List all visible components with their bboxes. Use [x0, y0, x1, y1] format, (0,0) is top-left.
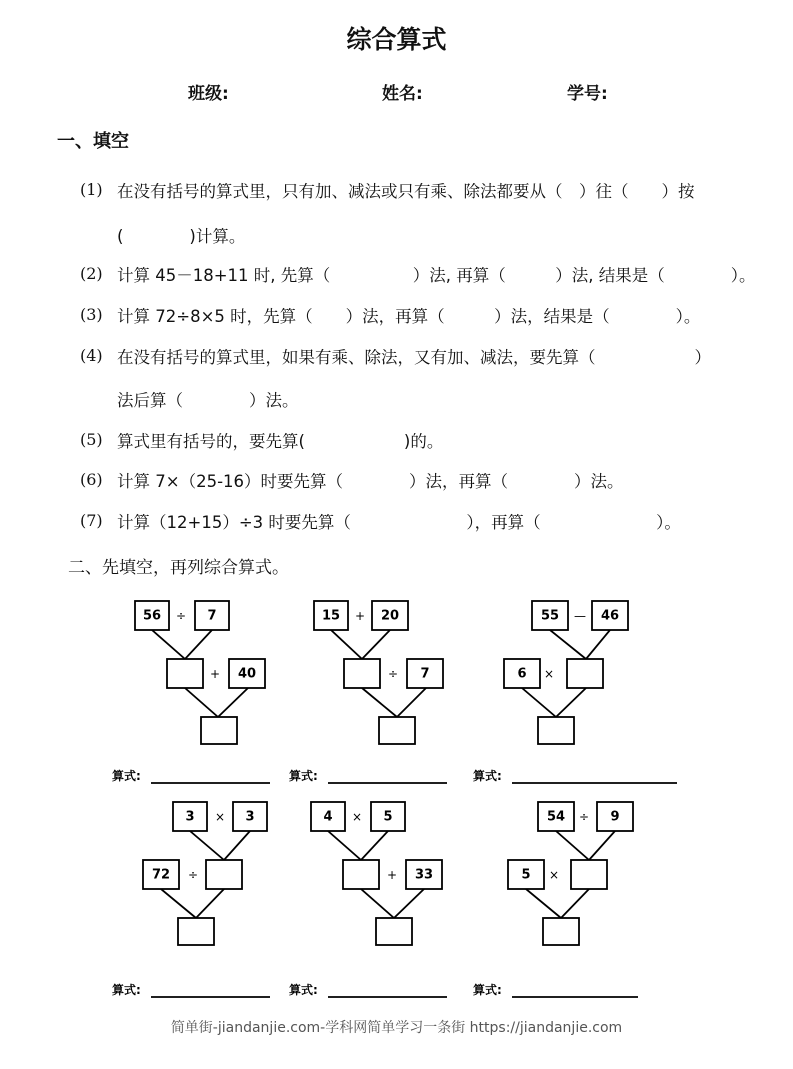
question-1-line-1: 在没有括号的算式里，只有加、减法或只有乘、除法都要从（ ）往（ ）按 [117, 182, 695, 201]
section2-heading: 二、先填空，再列综合算式。 [68, 558, 289, 578]
tree-5-operator-2: + [386, 868, 398, 882]
tree-1-number-a: 56 [142, 608, 162, 624]
question-4-line-1: 在没有括号的算式里，如果有乘、除法，又有加、减法，要先算（ ） [117, 348, 711, 367]
section1-heading: 一、填空 [57, 131, 129, 152]
question-3-line-1: 计算 72÷8×5 时，先算（ ）法，再算（ ）法，结果是（ ）。 [117, 307, 701, 326]
tree-6-operator-2: × [548, 868, 560, 882]
tree-3 [504, 601, 628, 744]
tree-1 [135, 601, 265, 744]
tree-4-operator-2: ÷ [187, 868, 199, 882]
tree-3-number-c: 6 [517, 666, 527, 682]
tree-4-number-b: 3 [245, 809, 255, 825]
tree-2-blank-box[interactable] [344, 659, 380, 688]
tree-6-number-c: 5 [521, 867, 531, 883]
tree-4-result-box[interactable] [178, 918, 214, 945]
question-number-5: (5) [80, 430, 103, 449]
tree-6-number-a: 54 [546, 809, 566, 825]
question-number-1: (1) [80, 180, 103, 199]
tree-3-operator-1: — [574, 609, 586, 623]
tree-5 [311, 802, 442, 945]
formula-label-1: 算式: [112, 769, 141, 783]
tree-4-operator-1: × [214, 810, 226, 824]
class-label: 班级: [188, 84, 229, 104]
tree-2-number-b: 20 [380, 608, 400, 624]
student-id-label: 学号: [567, 84, 608, 104]
tree-2-result-box[interactable] [379, 717, 415, 744]
question-number-3: (3) [80, 305, 103, 324]
tree-6-operator-1: ÷ [578, 810, 590, 824]
question-4-line-2: 法后算（ ）法。 [117, 391, 299, 410]
tree-2 [314, 601, 443, 744]
question-number-4: (4) [80, 346, 103, 365]
footer-watermark: 简单街-jiandanjie.com-学科网简单学习一条街 https://jiandanjie.com [170, 1020, 623, 1036]
tree-6-blank-box[interactable] [571, 860, 607, 889]
question-6-line-1: 计算 7×（25-16）时要先算（ ）法，再算（ ）法。 [117, 472, 624, 491]
tree-4-number-a: 3 [185, 809, 195, 825]
tree-4 [143, 802, 267, 945]
tree-1-number-c: 40 [237, 666, 257, 682]
formula-label-3: 算式: [473, 769, 502, 783]
tree-5-result-box[interactable] [376, 918, 412, 945]
question-5-line-1: 算式里有括号的，要先算( )的。 [117, 432, 444, 451]
tree-5-operator-1: × [351, 810, 363, 824]
tree-2-number-a: 15 [321, 608, 341, 624]
tree-5-number-a: 4 [323, 809, 333, 825]
tree-1-operator-2: + [209, 667, 221, 681]
tree-1-blank-box[interactable] [167, 659, 203, 688]
tree-3-result-box[interactable] [538, 717, 574, 744]
tree-5-number-b: 5 [383, 809, 393, 825]
tree-4-number-c: 72 [151, 867, 171, 883]
question-number-6: (6) [80, 470, 103, 489]
tree-6-result-box[interactable] [543, 918, 579, 945]
tree-3-number-b: 46 [600, 608, 620, 624]
tree-2-operator-1: + [354, 609, 366, 623]
formula-label-6: 算式: [473, 983, 502, 997]
tree-1-operator-1: ÷ [175, 609, 187, 623]
tree-3-number-a: 55 [540, 608, 560, 624]
question-number-7: (7) [80, 511, 103, 530]
name-label: 姓名: [382, 84, 423, 104]
tree-6-number-b: 9 [610, 809, 620, 825]
tree-5-blank-box[interactable] [343, 860, 379, 889]
tree-5-number-c: 33 [414, 867, 434, 883]
tree-2-number-c: 7 [420, 666, 430, 682]
question-7-line-1: 计算（12+15）÷3 时要先算（ ），再算（ ）。 [117, 513, 681, 532]
tree-1-result-box[interactable] [201, 717, 237, 744]
question-number-2: (2) [80, 264, 103, 283]
tree-3-blank-box[interactable] [567, 659, 603, 688]
question-2-line-1: 计算 45－18+11 时, 先算（ ）法, 再算（ ）法, 结果是（ ）。 [117, 266, 756, 285]
formula-label-4: 算式: [112, 983, 141, 997]
tree-2-operator-2: ÷ [387, 667, 399, 681]
question-1-line-2: ( )计算。 [117, 227, 246, 246]
page-title: 综合算式 [346, 25, 447, 54]
tree-1-number-b: 7 [207, 608, 217, 624]
formula-label-2: 算式: [289, 769, 318, 783]
formula-label-5: 算式: [289, 983, 318, 997]
tree-3-operator-2: × [543, 667, 555, 681]
tree-4-blank-box[interactable] [206, 860, 242, 889]
tree-6 [508, 802, 633, 945]
